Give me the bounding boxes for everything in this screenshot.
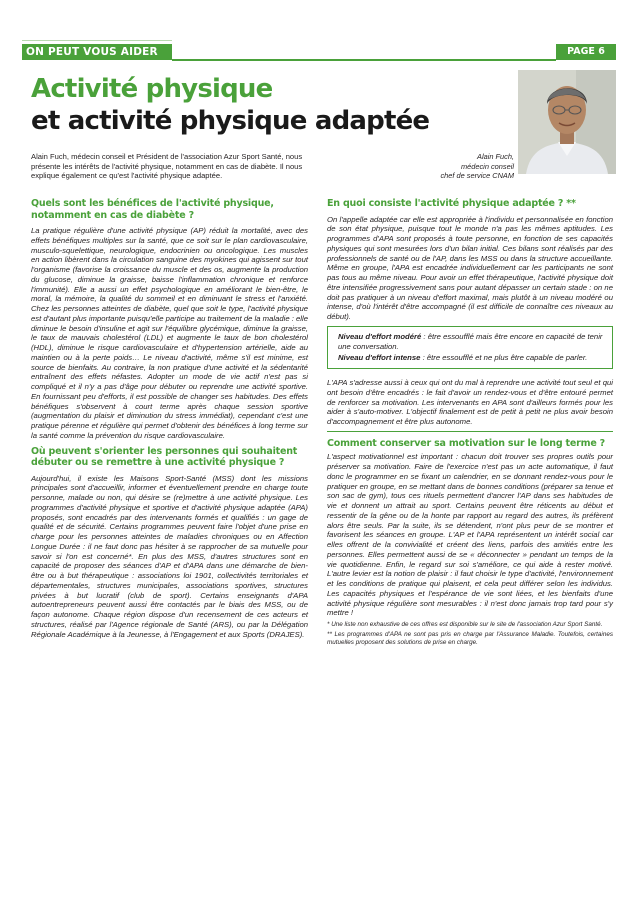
header-top-rule bbox=[22, 40, 172, 41]
effort-intense-label: Niveau d'effort intense bbox=[338, 353, 421, 363]
section-divider bbox=[327, 431, 613, 432]
heading-benefits: Quels sont les bénéfices de l'activité physique, notamment en cas de diabète ? bbox=[31, 198, 274, 221]
left-column bbox=[31, 198, 308, 639]
paragraph-benefits: La pratique régulière d'une activité physique (AP) réduit la mortalité, avec des effets bénéfiques multiples sur la santé, que ce soit sur le plan cardiovasculaire, musculo-squelettique, neurologique, endocrinien ou oncologique. Les muscles en action libèrent dans la circulation sanguine des myokines qui agissent sur tout l'organisme (favorise la croissance du muscle et des os, augmente la production du glucose, diminue la graisse, baisse l'inflammation chronique et renforce l'immunité). Elle a aussi un effet psychologique en améliorant le bien-être, le moral, la mémoire, la qualité du sommeil et en diminuant le stress et l'anxiété. Chez les personnes atteintes de diabète, quel que soit le type, l'activité physique est d'autant plus importante puisqu'elle participe au traitement de la maladie : elle diminue le besoin d'insuline et agit sur l'équilibre glycémique, diminue la graisse, le taux de mauvais cholestérol (LDL) et augmente le taux de bon cholestérol (HDL), diminue le risque cardiovasculaire et d'hypertension artérielle, aide au maintien ou à la perte poids… Le niveau d'activité, même s'il est minime, est source de bienfaits. Au contraire, la non pratique d'une activité et la sédentarité entraînent des effets néfastes. Adopter un mode de vie actif n'est pas si compliqué et il n'y a pas d'âge pour débuter ou reprendre une activité sportive. En fournissant peu d'efforts, il est possible de changer ses habitudes. Des effets bénéfiques s'observent à court terme après chaque session sportive (augmentation du plaisir et diminution du stress immédiat), cependant c'est une pratique pérenne et régulière qui permet d'obtenir des bénéfices à long terme sur la santé comme la prévention du risque cardiovasculaire. bbox=[31, 226, 308, 440]
portrait-illustration bbox=[518, 70, 616, 174]
effort-moderate bbox=[338, 332, 606, 352]
caption-role-2: chef de service CNAM bbox=[440, 171, 514, 181]
paragraph-apa: On l'appelle adaptée car elle est appropriée à l'individu et personnalisée en fonction de son état physique, puisque tout le monde n'a pas les mêmes aptitudes. Les programmes d'APA sont proposés à toute personne, en fonction de ses capacités physiques qui sont mesurées lors d'un bilan initial. Ces bilans sont réalisés par des professionnels de santé ou de l'AP, dans les MSS ou dans la structure accueillante. Même en groupe, l'APA est encadrée individuellement car les participants ne sont pas tous au même niveau. Pour avoir un effet thérapeutique, l'activité physique doit être intensifiée progressivement sans pour autant dépasser un certain stade : on ne doit pas pratiquer à un niveau d'effort maximal, mais plutôt à un niveau modéré ou intense, d'où l'intérêt d'être accompagné (il est difficile de connaître ces niveaux au début). bbox=[327, 214, 613, 321]
heading-motivation: Comment conserver sa motivation sur le long terme ? bbox=[327, 437, 605, 449]
footnote-2: ** Les programmes d'APA ne sont pas pris en charge par l'Assurance Maladie. Toutefois, certaines mutuelles proposent des solutions de prise en charge. bbox=[327, 630, 613, 646]
effort-moderate-label: Niveau d'effort modéré bbox=[338, 331, 422, 341]
paragraph-motivation: L'aspect motivationnel est important : chacun doit trouver ses propres outils pour préserver sa motivation. Faire de l'exercice n'est pas un acte automatique, il faut donc le programmer en se fixant un calendrier, en se donnant rendez-vous pour le pratiquer en groupe, en se mettant dans de bonnes conditions (préparer sa tenue et son sac de gym), tous ces rituels permettent d'ancrer l'AP dans ses habitudes de vie et donnent un attrait au sport. Certains peuvent être réticents au début et ressentir de la gêne ou de la honte par rapport au regard des autres, ils préfèrent alors être seuls. Par la suite, ils se détendent, n'ont plus peur de se montrer et favorisent les séances en groupe. L'AP et l'APA représentent un intérêt social car elles offrent de la convivialité et créent des liens, parfois des amitiés entre les personnes. Elles permettent aussi de se « déconnecter » pendant un temps de la vie quotidienne. Enfin, le regard sur soi s'améliore, ce qui aide à rester motivé. L'autre levier est la notion de plaisir : il faut choisir le type d'activité, l'environnement et les conditions de pratique qui plaisent, et cela peut différer selon les individus. Les capacités physiques et l'espérance de vie sont liées, et les bienfaits d'une activité physique régulière sont mesurables : il n'est donc jamais trop tard pour s'y mettre ! bbox=[327, 452, 613, 618]
author-photo bbox=[518, 70, 616, 174]
paragraph-apa-support: L'APA s'adresse aussi à ceux qui ont du mal à reprendre une activité tout seul et qui ont besoin d'être encadrés : le fait d'avoir un rendez-vous et d'être entouré permet de renforcer sa motivation. Les intervenants en APA sont d'ailleurs formés pour les aider à s'auto-motiver. L'objectif finalement est de petit à petit ne plus avoir besoin d'accompagnement et être plus autonome. bbox=[327, 378, 613, 426]
section-label: ON PEUT VOUS AIDER bbox=[22, 44, 172, 60]
heading-apa: En quoi consiste l'activité physique adaptée ? ** bbox=[327, 198, 576, 209]
page-number: PAGE 6 bbox=[556, 44, 616, 60]
caption-role-1: médecin conseil bbox=[461, 161, 514, 171]
paragraph-where-to-go: Aujourd'hui, il existe les Maisons Sport-Santé (MSS) dont les missions principales sont d'accueillir, informer et éventuellement prendre en charge toute personne, malade ou non, qui désire se (re)mettre à une activité physique. Les programmes d'activité physique et sportive et d'activité physique adaptée (APA) proposés, sont encadrés par des intervenants formés et qualifiés : un gage de qualité et de sécurité. Certains programmes peuvent faire l'objet d'une prise en charge pour les personnes atteintes de maladies chroniques ou en Affection Longue Durée : il ne faut donc pas hésiter à se rapprocher de sa mutuelle pour savoir si l'on est concerné*. En plus des MSS, d'autres structures sont en capacité de proposer des séances d'AP et d'APA dans une démarche de bien-être ou à but thérapeutique : associations loi 1901, collectivités territoriales et départementales, structures municipales, associations sportives, structures privées à but lucratif (club de sport). Certains enseignants d'APA autoentrepreneurs peuvent aussi être contactés par le biais des MSS, ou de façon autonome. Chaque région dispose d'un recensement de ces acteurs et structures, réalisé par l'Agence régionale de Santé (ARS), ou par la Délégation Régionale Académique à la Jeunesse, à l'Engagement et aux Sports (DRAJES). bbox=[31, 473, 308, 639]
footnote-1: * Une liste non exhaustive de ces offres est disponible sur le site de l'association Azur Sport Santé. bbox=[327, 621, 603, 628]
article-title-line2: et activité physique adaptée bbox=[31, 106, 430, 136]
right-column bbox=[327, 198, 613, 646]
effort-intense bbox=[338, 353, 606, 363]
heading-where-to-go: Où peuvent s'orienter les personnes qui souhaitent débuter ou se remettre à une activité physique ? bbox=[31, 445, 298, 468]
article-intro: Alain Fuch, médecin conseil et Président de l'association Azur Sport Santé, nous présente les intérêts de l'activité physique, notamment en cas de diabète. Il nous explique également ce qu'est l'activité physique adaptée. bbox=[31, 152, 303, 181]
effort-moderate-text: : être essoufflé mais être encore en capacité de tenir une conversation. bbox=[338, 331, 603, 351]
header-rule bbox=[172, 59, 556, 61]
caption-name: Alain Fuch, bbox=[477, 152, 514, 161]
effort-levels-box bbox=[327, 326, 613, 369]
photo-caption bbox=[418, 152, 514, 181]
effort-intense-text: : être essoufflé et ne plus être capable de parler. bbox=[420, 353, 588, 363]
article-title-line1: Activité physique bbox=[31, 74, 273, 104]
